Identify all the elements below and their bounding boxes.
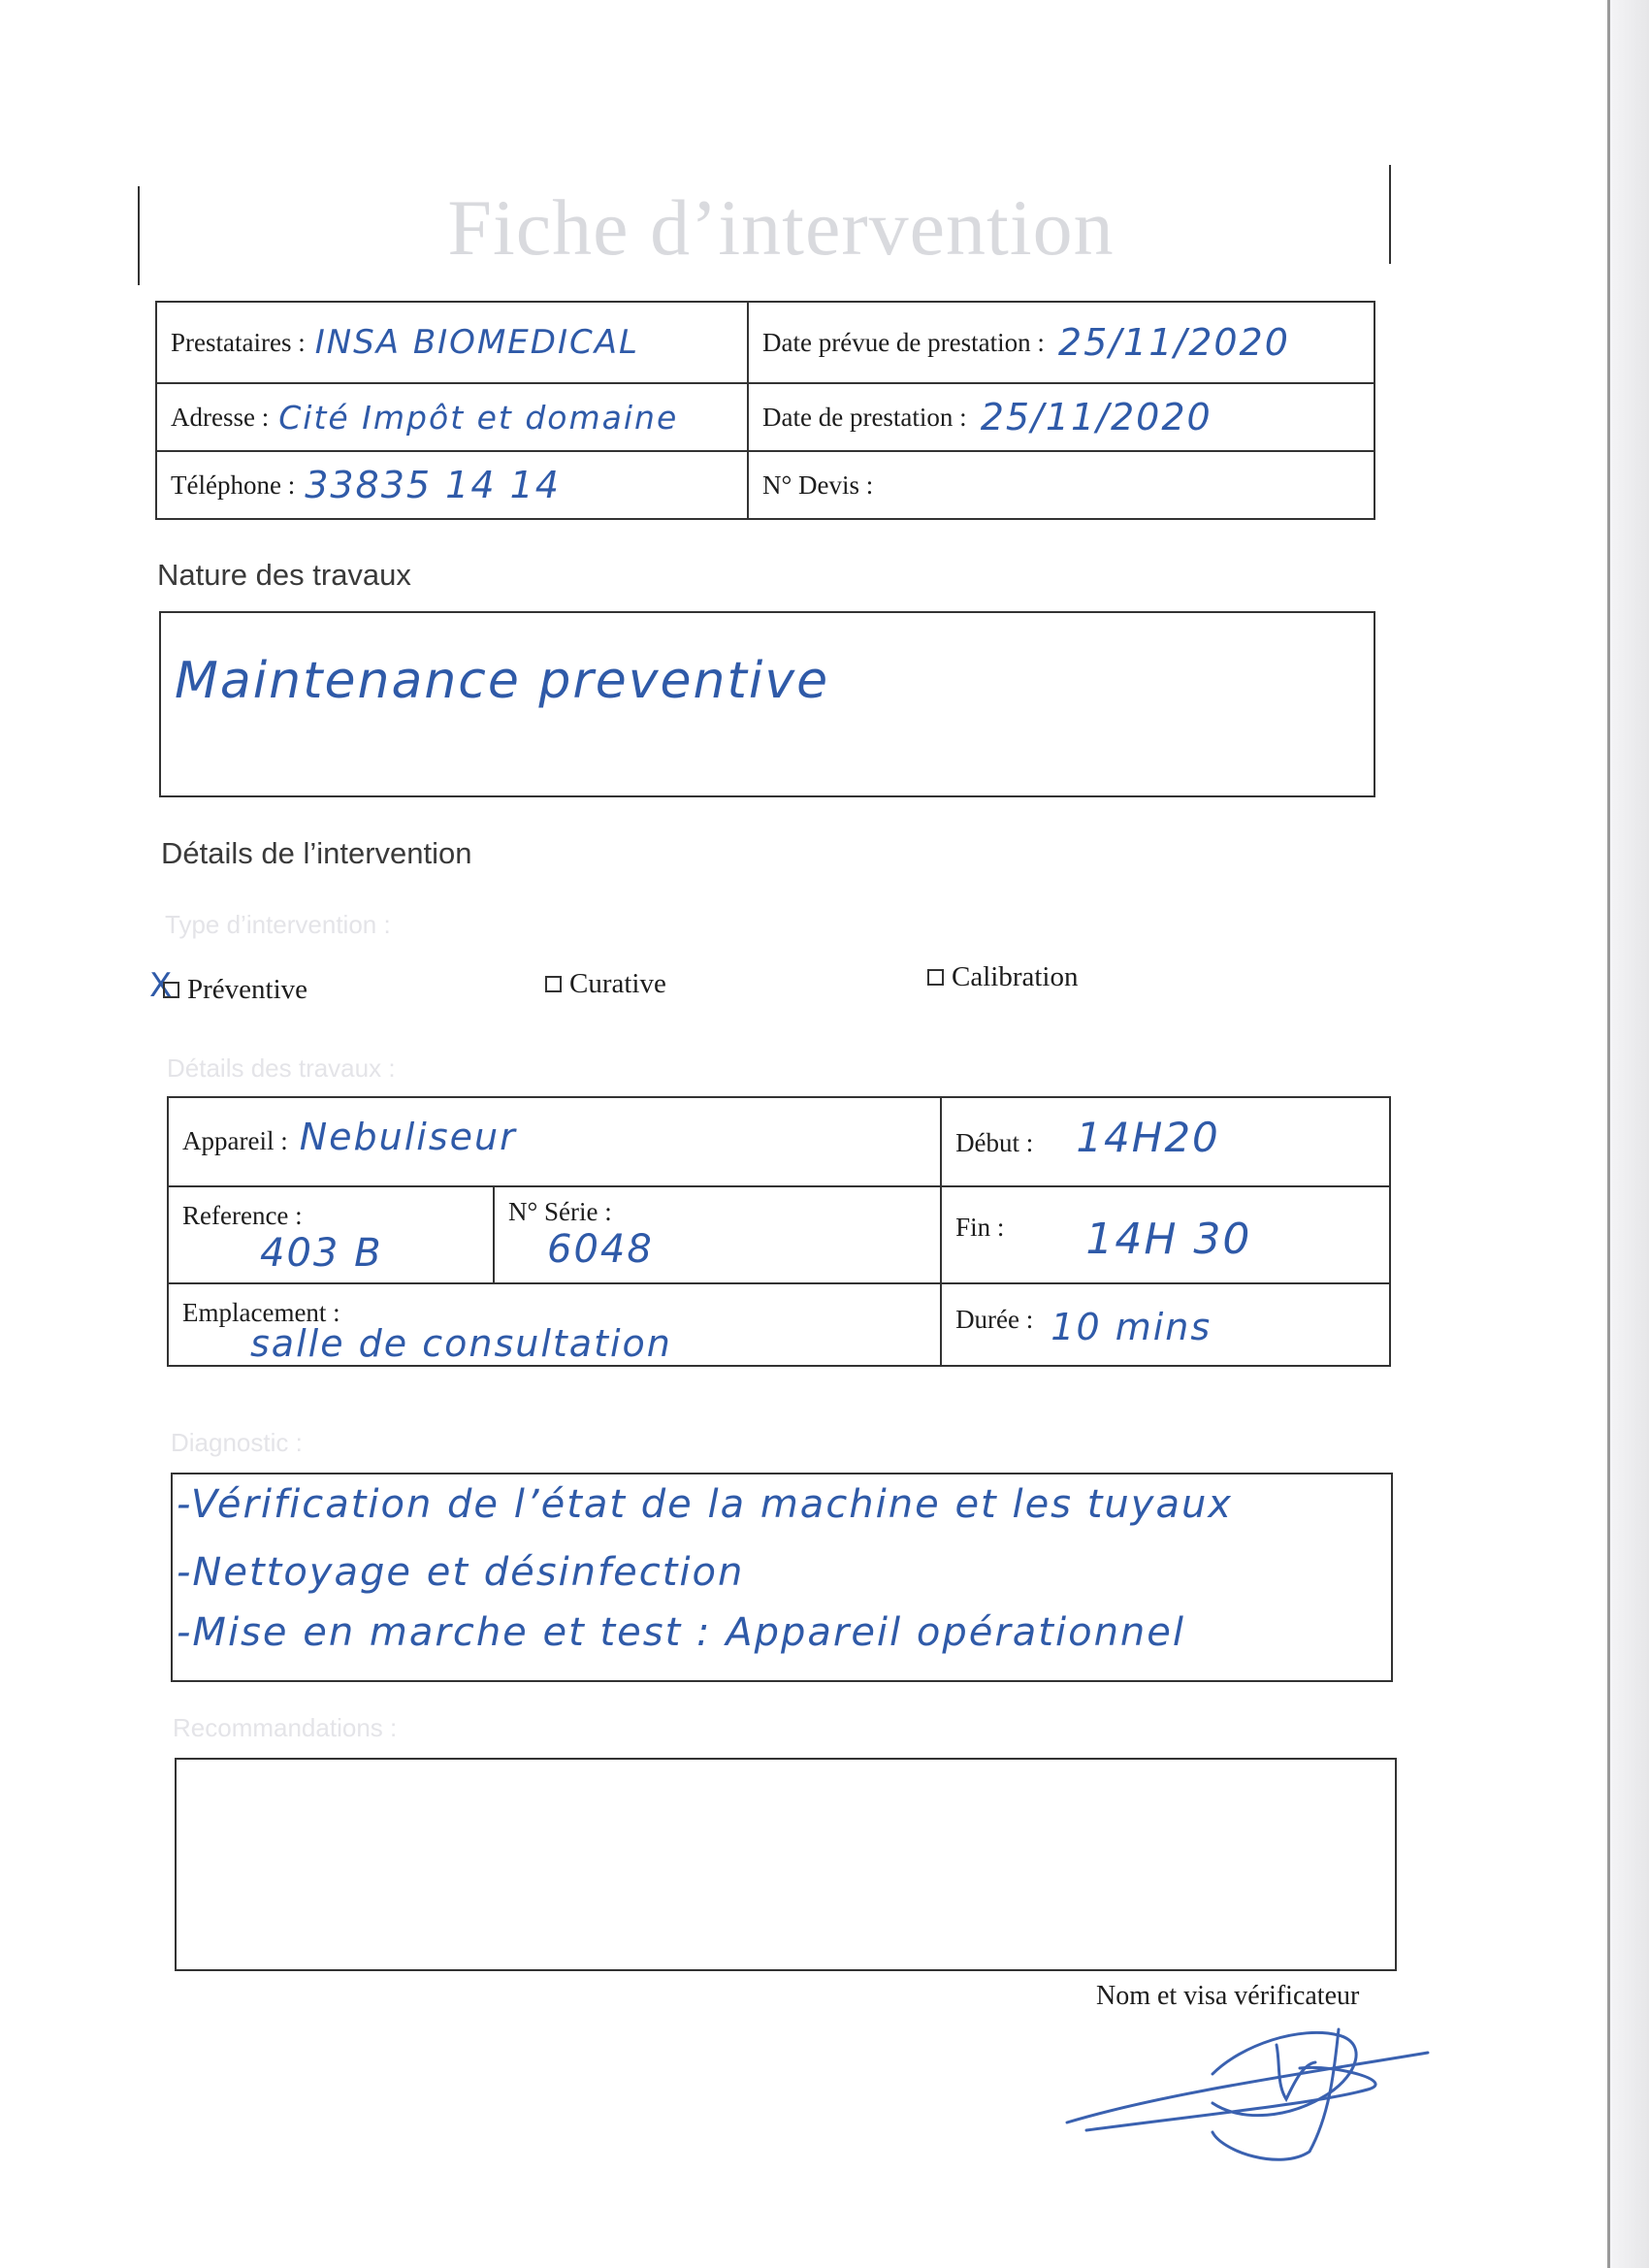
debut-value: 14H20: [1076, 1114, 1220, 1161]
prestataires-label: Prestataires :: [171, 327, 306, 357]
nature-heading: Nature des travaux: [157, 558, 411, 592]
date-prestation-value: 25/11/2020: [980, 396, 1212, 438]
check-mark: X: [149, 966, 173, 1005]
prestataires-value: INSA BIOMEDICAL: [314, 323, 639, 362]
serie-value: 6048: [547, 1227, 654, 1272]
signature-mark: [1048, 2006, 1436, 2181]
diagnostic-line-2: -Nettoyage et désinfection: [177, 1550, 745, 1595]
nature-value: Maintenance preventive: [175, 652, 830, 710]
date-prevue-value: 25/11/2020: [1057, 321, 1290, 364]
prestataires-cell: [156, 302, 748, 383]
diagnostic-line-3: -Mise en marche et test : Appareil opérationnel: [177, 1610, 1185, 1655]
nature-box: [159, 611, 1375, 797]
appareil-value: Nebuliseur: [299, 1116, 517, 1158]
page-title: Fiche d’intervention: [447, 183, 1115, 272]
curative-checkbox-icon[interactable]: [545, 976, 562, 992]
works-heading: Détails des travaux :: [167, 1053, 396, 1083]
duree-cell: [941, 1283, 1390, 1366]
reference-cell: [168, 1186, 494, 1283]
adresse-value: Cité Impôt et domaine: [278, 398, 679, 437]
curative-label: Curative: [569, 968, 666, 999]
diagnostic-box: [171, 1473, 1393, 1682]
appareil-label: Appareil :: [182, 1126, 288, 1155]
diagnostic-heading: Diagnostic :: [171, 1428, 303, 1457]
page-edge: [1607, 0, 1649, 2268]
recommandations-box: [175, 1758, 1397, 1971]
reference-value: 403 B: [260, 1231, 383, 1276]
option-curative[interactable]: [545, 968, 666, 1000]
option-calibration[interactable]: [927, 961, 1078, 993]
reference-label: Reference :: [182, 1201, 303, 1230]
duree-value: 10 mins: [1051, 1306, 1212, 1348]
option-preventive[interactable]: [163, 974, 307, 1006]
adresse-label: Adresse :: [171, 402, 270, 432]
type-heading: Type d’intervention :: [165, 910, 391, 939]
devis-label: N° Devis :: [762, 470, 874, 500]
date-prestation-cell: [748, 383, 1374, 451]
telephone-cell: [156, 451, 748, 519]
date-prevue-cell: [748, 302, 1374, 383]
recommandations-heading: Recommandations :: [173, 1713, 398, 1742]
date-prevue-label: Date prévue de prestation :: [762, 327, 1045, 357]
duree-label: Durée :: [955, 1305, 1034, 1334]
emplacement-value: salle de consultation: [250, 1322, 672, 1365]
serie-label: N° Série :: [508, 1197, 612, 1226]
preventive-checkbox-icon[interactable]: [163, 982, 179, 998]
preventive-label: Préventive: [187, 974, 308, 1005]
debut-cell: [941, 1097, 1390, 1186]
debut-label: Début :: [955, 1128, 1034, 1157]
signature-stroke-5: [1212, 2029, 1339, 2159]
emplacement-label: Emplacement :: [182, 1298, 340, 1327]
provider-table: [155, 301, 1375, 520]
telephone-value: 33835 14 14: [305, 464, 561, 506]
fin-cell: [941, 1186, 1390, 1283]
fin-value: 14H 30: [1085, 1215, 1252, 1264]
devis-cell: [748, 451, 1374, 519]
emplacement-cell: [168, 1283, 941, 1366]
details-heading: Détails de l’intervention: [161, 836, 472, 870]
telephone-label: Téléphone :: [171, 470, 296, 500]
date-prestation-label: Date de prestation :: [762, 402, 967, 432]
serie-cell: [494, 1186, 941, 1283]
signature-stroke-3: [1212, 2032, 1356, 2115]
diagnostic-line-1: -Vérification de l’état de la machine et les tuyaux: [177, 1482, 1233, 1527]
calibration-label: Calibration: [952, 961, 1079, 992]
appareil-cell: [168, 1097, 941, 1186]
signature-label: Nom et visa vérificateur: [1096, 1981, 1360, 2011]
fin-label: Fin :: [955, 1213, 1005, 1242]
calibration-checkbox-icon[interactable]: [927, 969, 944, 986]
adresse-cell: [156, 383, 748, 451]
equipment-table: [167, 1096, 1391, 1367]
